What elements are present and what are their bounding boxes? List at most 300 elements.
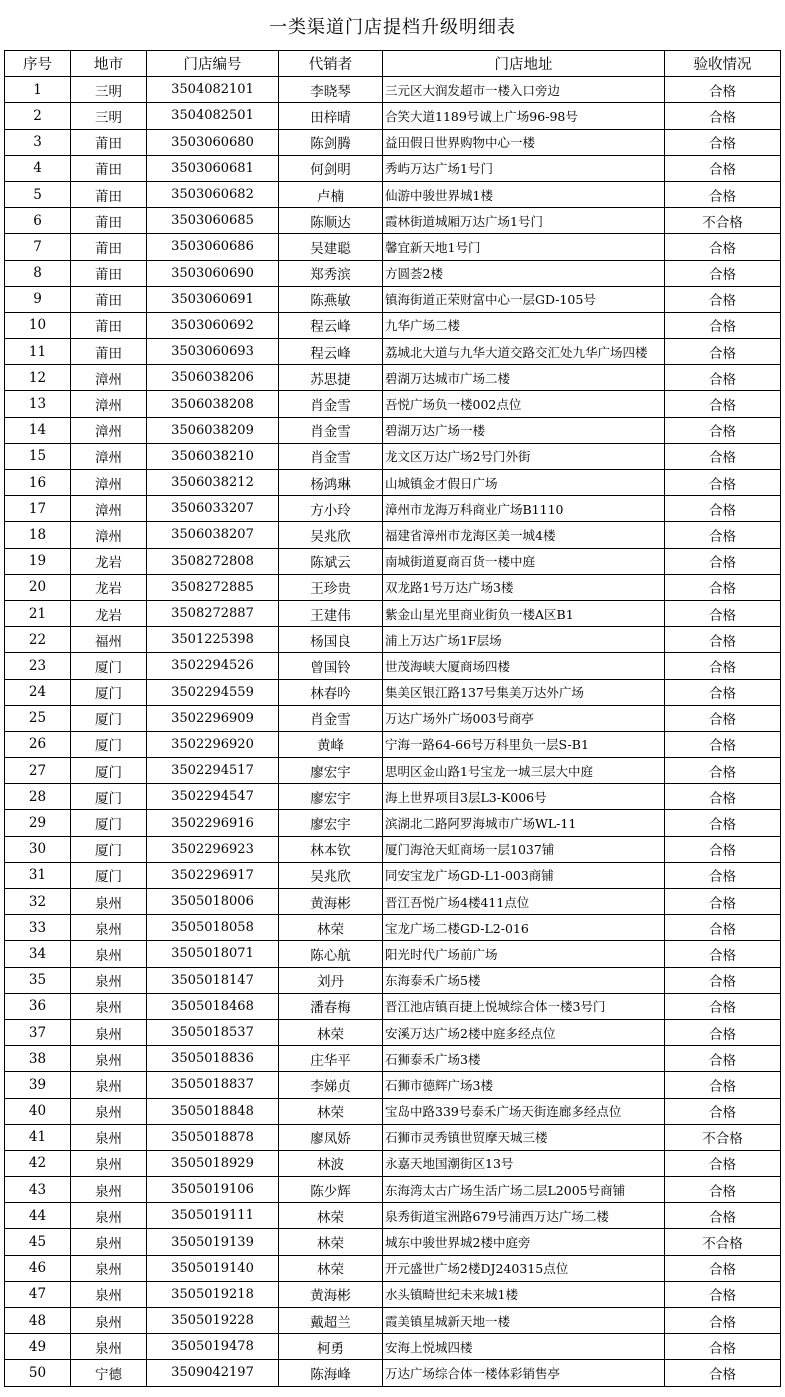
cell-agent: 陈剑腾 xyxy=(279,129,383,155)
address-text: 馨宜新天地1号门 xyxy=(385,239,481,255)
table-row xyxy=(5,915,781,941)
cell-address xyxy=(383,1308,665,1334)
cell-status: 合格 xyxy=(665,600,781,626)
address-text: 霞美镇星城新天地一楼 xyxy=(385,1313,511,1329)
cell-agent: 吴建聪 xyxy=(279,234,383,260)
cell-agent: 黄海彬 xyxy=(279,889,383,915)
table-row xyxy=(5,260,781,286)
cell-agent: 陈燕敏 xyxy=(279,286,383,312)
cell-city: 泉州 xyxy=(71,1308,147,1334)
address-text: 东海湾太古广场生活广场二层L2005号商铺 xyxy=(385,1182,626,1198)
table-row xyxy=(5,470,781,496)
cell-status: 合格 xyxy=(665,1308,781,1334)
cell-city: 三明 xyxy=(71,103,147,129)
cell-city: 泉州 xyxy=(71,915,147,941)
cell-status: 合格 xyxy=(665,915,781,941)
address-text: 海上世界项目3层L3-K006号 xyxy=(385,789,547,805)
page-title: 一类渠道门店提档升级明细表 xyxy=(269,17,516,38)
cell-store-id: 3505018058 xyxy=(147,915,279,941)
table-row xyxy=(5,758,781,784)
cell-city: 莆田 xyxy=(71,208,147,234)
cell-agent: 林春吟 xyxy=(279,679,383,705)
table-row xyxy=(5,1281,781,1307)
cell-agent: 庄华平 xyxy=(279,1046,383,1072)
table-row xyxy=(5,1150,781,1176)
cell-index: 16 xyxy=(5,470,71,496)
cell-city: 厦门 xyxy=(71,810,147,836)
cell-city: 泉州 xyxy=(71,1124,147,1150)
cell-address xyxy=(383,77,665,103)
cell-store-id: 3505018929 xyxy=(147,1150,279,1176)
cell-index: 39 xyxy=(5,1072,71,1098)
table-row xyxy=(5,941,781,967)
table-row xyxy=(5,391,781,417)
table-row xyxy=(5,1255,781,1281)
cell-agent: 林荣 xyxy=(279,1203,383,1229)
cell-address xyxy=(383,234,665,260)
cell-store-id: 3505018147 xyxy=(147,967,279,993)
cell-store-id: 3505018878 xyxy=(147,1124,279,1150)
cell-agent: 何剑明 xyxy=(279,155,383,181)
cell-agent: 肖金雪 xyxy=(279,443,383,469)
cell-status: 合格 xyxy=(665,889,781,915)
cell-address xyxy=(383,496,665,522)
cell-agent: 黄峰 xyxy=(279,731,383,757)
cell-agent: 李晓琴 xyxy=(279,77,383,103)
cell-agent: 廖宏宇 xyxy=(279,810,383,836)
cell-address xyxy=(383,758,665,784)
cell-index: 19 xyxy=(5,548,71,574)
cell-address xyxy=(383,915,665,941)
cell-store-id: 3502294526 xyxy=(147,653,279,679)
cell-status: 合格 xyxy=(665,548,781,574)
cell-index: 21 xyxy=(5,600,71,626)
table-row xyxy=(5,810,781,836)
cell-agent: 吴兆欣 xyxy=(279,862,383,888)
col-header-address: 门店地址 xyxy=(383,51,665,77)
cell-city: 泉州 xyxy=(71,1072,147,1098)
cell-index: 6 xyxy=(5,208,71,234)
cell-store-id: 3501225398 xyxy=(147,627,279,653)
cell-agent: 林荣 xyxy=(279,1098,383,1124)
cell-agent: 郑秀滨 xyxy=(279,260,383,286)
cell-index: 46 xyxy=(5,1255,71,1281)
cell-address xyxy=(383,705,665,731)
cell-city: 泉州 xyxy=(71,941,147,967)
cell-city: 泉州 xyxy=(71,1255,147,1281)
cell-store-id: 3503060690 xyxy=(147,260,279,286)
table-row xyxy=(5,574,781,600)
cell-address xyxy=(383,1281,665,1307)
address-text: 世茂海峡大厦商场四楼 xyxy=(385,658,511,674)
cell-index: 31 xyxy=(5,862,71,888)
table-row xyxy=(5,1334,781,1360)
cell-status: 合格 xyxy=(665,941,781,967)
cell-address xyxy=(383,1177,665,1203)
cell-city: 厦门 xyxy=(71,731,147,757)
cell-agent: 曾国铃 xyxy=(279,653,383,679)
cell-agent: 柯勇 xyxy=(279,1334,383,1360)
cell-index: 47 xyxy=(5,1281,71,1307)
address-text: 龙文区万达广场2号门外街 xyxy=(385,449,531,465)
table-row xyxy=(5,731,781,757)
cell-city: 福州 xyxy=(71,627,147,653)
col-header-agent: 代销者 xyxy=(279,51,383,77)
cell-agent: 刘丹 xyxy=(279,967,383,993)
table-row xyxy=(5,208,781,234)
table-row xyxy=(5,1019,781,1045)
cell-index: 17 xyxy=(5,496,71,522)
table-row xyxy=(5,181,781,207)
cell-status: 合格 xyxy=(665,1360,781,1386)
table-row xyxy=(5,312,781,338)
table-row xyxy=(5,1046,781,1072)
cell-address xyxy=(383,365,665,391)
table-row xyxy=(5,627,781,653)
cell-status: 合格 xyxy=(665,260,781,286)
cell-address xyxy=(383,1072,665,1098)
cell-index: 13 xyxy=(5,391,71,417)
address-text: 宝岛中路339号泰禾广场天街连廊多经点位 xyxy=(385,1104,622,1120)
cell-store-id: 3505019140 xyxy=(147,1255,279,1281)
table-row xyxy=(5,1203,781,1229)
cell-store-id: 3503060686 xyxy=(147,234,279,260)
cell-agent: 廖凤娇 xyxy=(279,1124,383,1150)
cell-agent: 林本钦 xyxy=(279,836,383,862)
cell-address xyxy=(383,653,665,679)
cell-status: 合格 xyxy=(665,365,781,391)
cell-status: 合格 xyxy=(665,391,781,417)
address-text: 滨湖北二路阿罗海城市广场WL-11 xyxy=(385,816,577,832)
address-text: 九华广场二楼 xyxy=(385,318,461,334)
cell-status: 合格 xyxy=(665,103,781,129)
address-text: 吾悦广场负一楼002点位 xyxy=(385,397,522,413)
cell-agent: 黄海彬 xyxy=(279,1281,383,1307)
cell-city: 漳州 xyxy=(71,470,147,496)
cell-store-id: 3505019111 xyxy=(147,1203,279,1229)
cell-store-id: 3506038208 xyxy=(147,391,279,417)
cell-agent: 田梓晴 xyxy=(279,103,383,129)
cell-status: 合格 xyxy=(665,1281,781,1307)
address-text: 阳光时代广场前广场 xyxy=(385,946,498,962)
cell-status: 合格 xyxy=(665,784,781,810)
address-text: 万达广场综合体一楼体彩销售亭 xyxy=(385,1365,561,1381)
cell-city: 漳州 xyxy=(71,496,147,522)
cell-store-id: 3505018837 xyxy=(147,1072,279,1098)
cell-address xyxy=(383,129,665,155)
cell-city: 漳州 xyxy=(71,443,147,469)
cell-index: 2 xyxy=(5,103,71,129)
table-row xyxy=(5,1360,781,1386)
col-header-status: 验收情况 xyxy=(665,51,781,77)
cell-store-id: 3508272885 xyxy=(147,574,279,600)
table-row xyxy=(5,417,781,443)
cell-store-id: 3506033207 xyxy=(147,496,279,522)
cell-city: 泉州 xyxy=(71,1150,147,1176)
cell-index: 30 xyxy=(5,836,71,862)
cell-status: 不合格 xyxy=(665,1124,781,1150)
cell-address xyxy=(383,470,665,496)
cell-status: 合格 xyxy=(665,1150,781,1176)
table-row xyxy=(5,365,781,391)
cell-agent: 陈少辉 xyxy=(279,1177,383,1203)
cell-status: 合格 xyxy=(665,758,781,784)
address-text: 荔城北大道与九华大道交路交汇处九华广场四楼 xyxy=(385,344,648,360)
address-text: 漳州市龙海万科商业广场B1110 xyxy=(385,501,564,517)
cell-status: 合格 xyxy=(665,443,781,469)
address-text: 厦门海沧天虹商场一层1037铺 xyxy=(385,842,555,858)
cell-city: 漳州 xyxy=(71,391,147,417)
cell-address xyxy=(383,522,665,548)
cell-address xyxy=(383,208,665,234)
address-text: 三元区大润发超市一楼入口旁边 xyxy=(385,82,561,98)
cell-store-id: 3505019228 xyxy=(147,1308,279,1334)
cell-agent: 苏思捷 xyxy=(279,365,383,391)
address-text: 晋江吾悦广场4楼411点位 xyxy=(385,894,530,910)
cell-index: 26 xyxy=(5,731,71,757)
cell-index: 11 xyxy=(5,339,71,365)
address-text: 方圆荟2楼 xyxy=(385,266,443,282)
cell-city: 漳州 xyxy=(71,522,147,548)
cell-agent: 杨鸿琳 xyxy=(279,470,383,496)
table-row xyxy=(5,1098,781,1124)
cell-city: 龙岩 xyxy=(71,548,147,574)
cell-address xyxy=(383,889,665,915)
cell-city: 厦门 xyxy=(71,758,147,784)
cell-address xyxy=(383,1124,665,1150)
cell-city: 泉州 xyxy=(71,1098,147,1124)
cell-status: 合格 xyxy=(665,1019,781,1045)
cell-city: 漳州 xyxy=(71,365,147,391)
cell-index: 27 xyxy=(5,758,71,784)
cell-address xyxy=(383,1229,665,1255)
address-text: 福建省漳州市龙海区美一城4楼 xyxy=(385,527,556,543)
cell-address xyxy=(383,941,665,967)
cell-address xyxy=(383,1019,665,1045)
cell-status: 合格 xyxy=(665,522,781,548)
cell-city: 泉州 xyxy=(71,967,147,993)
cell-address xyxy=(383,1203,665,1229)
cell-agent: 李娣贞 xyxy=(279,1072,383,1098)
cell-address xyxy=(383,312,665,338)
cell-city: 龙岩 xyxy=(71,600,147,626)
address-text: 浦上万达广场1F层场 xyxy=(385,632,502,648)
cell-address xyxy=(383,574,665,600)
cell-city: 泉州 xyxy=(71,1203,147,1229)
address-text: 碧湖万达广场一楼 xyxy=(385,423,486,439)
cell-address xyxy=(383,286,665,312)
cell-address xyxy=(383,862,665,888)
cell-address xyxy=(383,731,665,757)
address-text: 山城镇金才假日广场 xyxy=(385,475,498,491)
cell-address xyxy=(383,1150,665,1176)
col-header-city: 地市 xyxy=(71,51,147,77)
cell-store-id: 3506038212 xyxy=(147,470,279,496)
address-text: 水头镇畸世纪未来城1楼 xyxy=(385,1287,518,1303)
cell-store-id: 3504082101 xyxy=(147,77,279,103)
cell-index: 40 xyxy=(5,1098,71,1124)
cell-city: 莆田 xyxy=(71,155,147,181)
address-text: 宝龙广场二楼GD-L2-016 xyxy=(385,920,529,936)
table-row xyxy=(5,1229,781,1255)
table-row xyxy=(5,1124,781,1150)
table-row xyxy=(5,443,781,469)
cell-address xyxy=(383,1334,665,1360)
address-text: 益田假日世界购物中心一楼 xyxy=(385,135,536,151)
table-row xyxy=(5,836,781,862)
table-row xyxy=(5,705,781,731)
table-row xyxy=(5,862,781,888)
address-text: 秀屿万达广场1号门 xyxy=(385,161,493,177)
address-text: 开元盛世广场2楼DJ240315点位 xyxy=(385,1261,569,1277)
col-header-index: 序号 xyxy=(5,51,71,77)
cell-index: 32 xyxy=(5,889,71,915)
cell-store-id: 3503060682 xyxy=(147,181,279,207)
cell-city: 莆田 xyxy=(71,181,147,207)
cell-address xyxy=(383,391,665,417)
table-row xyxy=(5,653,781,679)
cell-store-id: 3502294559 xyxy=(147,679,279,705)
cell-store-id: 3505018071 xyxy=(147,941,279,967)
cell-store-id: 3503060685 xyxy=(147,208,279,234)
cell-store-id: 3502296920 xyxy=(147,731,279,757)
cell-city: 泉州 xyxy=(71,1046,147,1072)
cell-address xyxy=(383,548,665,574)
cell-address xyxy=(383,627,665,653)
cell-address xyxy=(383,181,665,207)
table-row xyxy=(5,889,781,915)
address-text: 镇海街道正荣财富中心一层GD-105号 xyxy=(385,292,596,308)
cell-agent: 王建伟 xyxy=(279,600,383,626)
cell-index: 10 xyxy=(5,312,71,338)
cell-agent: 程云峰 xyxy=(279,312,383,338)
table-body xyxy=(5,77,781,1386)
cell-index: 49 xyxy=(5,1334,71,1360)
cell-city: 泉州 xyxy=(71,1229,147,1255)
table-row xyxy=(5,784,781,810)
cell-status: 合格 xyxy=(665,470,781,496)
cell-index: 42 xyxy=(5,1150,71,1176)
cell-index: 24 xyxy=(5,679,71,705)
cell-city: 厦门 xyxy=(71,653,147,679)
cell-index: 35 xyxy=(5,967,71,993)
table-row xyxy=(5,155,781,181)
cell-city: 泉州 xyxy=(71,889,147,915)
cell-index: 14 xyxy=(5,417,71,443)
table-row xyxy=(5,77,781,103)
cell-address xyxy=(383,679,665,705)
cell-city: 厦门 xyxy=(71,705,147,731)
cell-address xyxy=(383,1360,665,1386)
cell-status: 合格 xyxy=(665,679,781,705)
cell-agent: 陈海峰 xyxy=(279,1360,383,1386)
cell-store-id: 3503060680 xyxy=(147,129,279,155)
cell-index: 9 xyxy=(5,286,71,312)
cell-index: 45 xyxy=(5,1229,71,1255)
cell-store-id: 3508272808 xyxy=(147,548,279,574)
cell-address xyxy=(383,260,665,286)
table-row xyxy=(5,129,781,155)
cell-address xyxy=(383,784,665,810)
cell-status: 合格 xyxy=(665,1072,781,1098)
table-row xyxy=(5,234,781,260)
cell-agent: 陈心航 xyxy=(279,941,383,967)
cell-index: 28 xyxy=(5,784,71,810)
table-row xyxy=(5,967,781,993)
cell-city: 莆田 xyxy=(71,339,147,365)
cell-status: 合格 xyxy=(665,862,781,888)
cell-status: 合格 xyxy=(665,77,781,103)
cell-agent: 程云峰 xyxy=(279,339,383,365)
cell-index: 50 xyxy=(5,1360,71,1386)
cell-agent: 戴超兰 xyxy=(279,1308,383,1334)
cell-status: 不合格 xyxy=(665,208,781,234)
cell-city: 宁德 xyxy=(71,1360,147,1386)
cell-status: 合格 xyxy=(665,731,781,757)
cell-city: 泉州 xyxy=(71,1281,147,1307)
cell-address xyxy=(383,1098,665,1124)
cell-store-id: 3506038207 xyxy=(147,522,279,548)
cell-city: 三明 xyxy=(71,77,147,103)
cell-agent: 潘春梅 xyxy=(279,993,383,1019)
cell-agent: 肖金雪 xyxy=(279,417,383,443)
cell-status: 合格 xyxy=(665,1177,781,1203)
cell-status: 合格 xyxy=(665,286,781,312)
address-text: 永嘉天地国潮街区13号 xyxy=(385,1156,514,1172)
cell-agent: 林波 xyxy=(279,1150,383,1176)
cell-index: 48 xyxy=(5,1308,71,1334)
table-row xyxy=(5,1308,781,1334)
cell-store-id: 3502296923 xyxy=(147,836,279,862)
cell-address xyxy=(383,155,665,181)
cell-city: 厦门 xyxy=(71,784,147,810)
cell-address xyxy=(383,103,665,129)
table-row xyxy=(5,339,781,365)
cell-agent: 林荣 xyxy=(279,1255,383,1281)
cell-city: 厦门 xyxy=(71,862,147,888)
address-text: 城东中骏世界城2楼中庭旁 xyxy=(385,1235,531,1251)
cell-agent: 林荣 xyxy=(279,1019,383,1045)
cell-index: 33 xyxy=(5,915,71,941)
cell-agent: 吴兆欣 xyxy=(279,522,383,548)
cell-status: 合格 xyxy=(665,155,781,181)
cell-status: 合格 xyxy=(665,496,781,522)
cell-store-id: 3503060691 xyxy=(147,286,279,312)
table-row xyxy=(5,522,781,548)
cell-status: 合格 xyxy=(665,1098,781,1124)
cell-status: 合格 xyxy=(665,705,781,731)
cell-address xyxy=(383,417,665,443)
cell-store-id: 3502296909 xyxy=(147,705,279,731)
cell-agent: 王珍贵 xyxy=(279,574,383,600)
address-text: 石狮泰禾广场3楼 xyxy=(385,1051,481,1067)
cell-index: 22 xyxy=(5,627,71,653)
cell-agent: 廖宏宇 xyxy=(279,784,383,810)
address-text: 紫金山星光里商业街负一楼A区B1 xyxy=(385,606,574,622)
address-text: 仙游中骏世界城1楼 xyxy=(385,187,493,203)
table-row xyxy=(5,548,781,574)
address-text: 晋江池店镇百捷上悦城综合体一楼3号门 xyxy=(385,999,606,1015)
cell-store-id: 3506038210 xyxy=(147,443,279,469)
cell-status: 合格 xyxy=(665,417,781,443)
cell-address xyxy=(383,810,665,836)
cell-store-id: 3505019478 xyxy=(147,1334,279,1360)
cell-agent: 林荣 xyxy=(279,915,383,941)
cell-index: 44 xyxy=(5,1203,71,1229)
cell-store-id: 3505018468 xyxy=(147,993,279,1019)
cell-city: 莆田 xyxy=(71,260,147,286)
cell-index: 23 xyxy=(5,653,71,679)
